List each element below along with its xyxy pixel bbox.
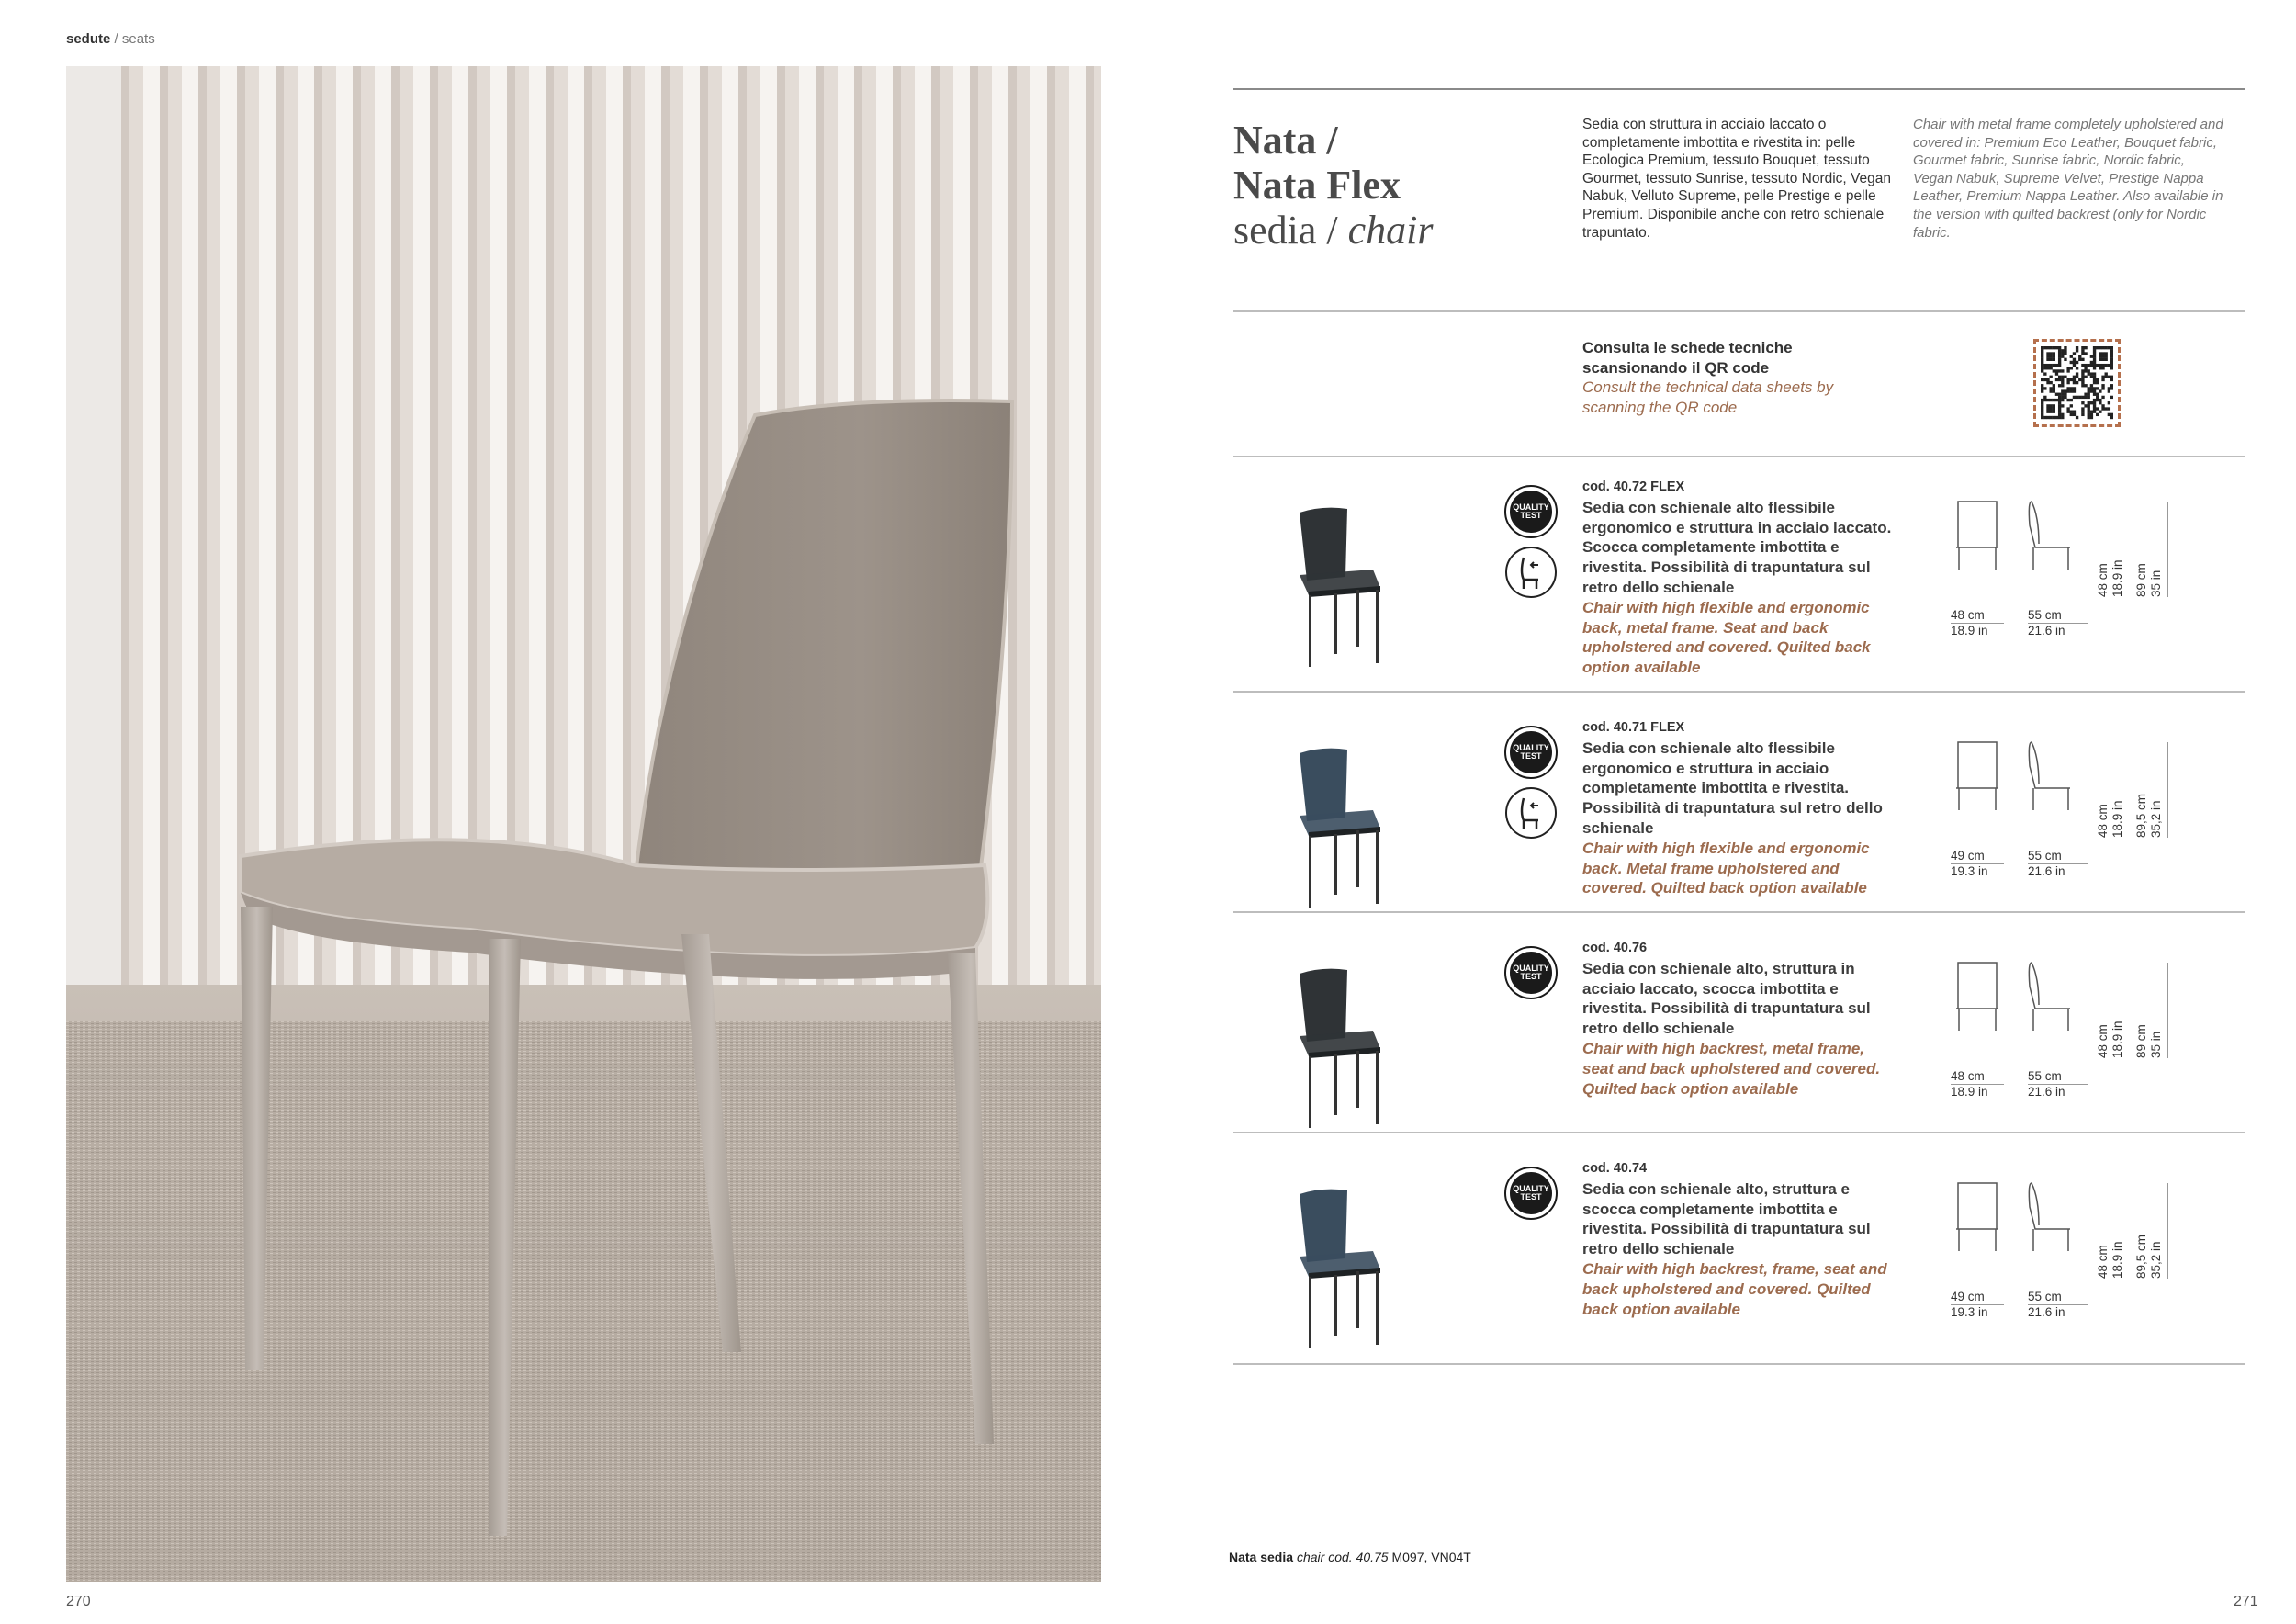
product-thumbnail [1281,1178,1391,1352]
title-type-en: chair [1347,208,1434,253]
product-title [1233,118,1434,253]
depth-dimension [2028,849,2088,879]
product-thumbnail [1281,496,1391,671]
product-divider [1233,911,2245,913]
width-dimension [1951,849,2004,879]
width-cm: 49 cm [1951,849,1985,863]
width-cm: 49 cm [1951,1290,1985,1303]
depth-in: 21.6 in [2028,1304,2088,1320]
seat-in: 18.9 in [2110,1241,2124,1279]
product-description [1582,1159,1895,1319]
qr-consult-text [1582,338,1858,417]
depth-cm: 55 cm [2028,608,2062,622]
badge-text: QUALITY TEST [1513,1184,1549,1201]
height-in: 35 in [2149,570,2163,597]
seat-height-dimension [2096,800,2125,838]
breadcrumb [66,31,155,47]
product-text-it: Sedia con schienale alto, struttura e scocca completamente imbottita e rivestita. Possibilità di trapuntatura sul retro dello schienale [1582,1179,1871,1258]
caption-finish: M097, VN04T [1391,1550,1471,1564]
seat-height-dimension [2096,1021,2125,1058]
flexible-back-icon [1505,547,1557,598]
page-number-left: 270 [66,1594,91,1609]
seat-cm: 48 cm [2096,563,2110,597]
height-in: 35,2 in [2149,800,2163,838]
width-in: 19.3 in [1951,1304,2004,1320]
seat-height-dimension [2096,1241,2125,1279]
section-it: sedute [66,31,111,47]
height-in: 35 in [2149,1031,2163,1058]
title-line-2: Nata Flex [1233,163,1401,208]
width-in: 18.9 in [1951,1084,2004,1100]
width-cm: 48 cm [1951,608,1985,622]
caption-type: chair [1296,1550,1325,1564]
badge-text: QUALITY TEST [1513,964,1549,981]
quality-test-badge-icon [1506,727,1556,777]
consult-en: Consult the technical data sheets by scanning the QR code [1582,378,1834,416]
quality-test-badge-icon [1506,487,1556,536]
product-divider [1233,1132,2245,1133]
product-code: cod. 40.71 FLEX [1582,720,1685,735]
total-height-dimension [2134,1024,2164,1058]
title-line-1: Nata / [1233,118,1338,163]
quality-test-badge-icon [1506,948,1556,998]
total-height-dimension [2134,1235,2164,1279]
top-divider [1233,88,2245,90]
main-chair-photo [66,66,1101,1582]
product-text-en: Chair with high flexible and ergonomic back. Metal frame upholstered and covered. Quilted back option available [1582,839,1870,897]
depth-cm: 55 cm [2028,849,2062,863]
depth-in: 21.6 in [2028,623,2088,638]
width-in: 19.3 in [1951,863,2004,879]
height-dimension-line [2167,1183,2168,1279]
seat-height-dimension [2096,559,2125,597]
height-in: 35,2 in [2149,1241,2163,1279]
caption-code: cod. 40.75 [1328,1550,1389,1564]
badge-text: QUALITY TEST [1513,502,1549,520]
qr-code[interactable] [2033,339,2121,427]
product-code: cod. 40.76 [1582,941,1648,955]
product-description [1582,478,1895,678]
height-cm: 89,5 cm [2134,793,2148,838]
product-text-en: Chair with high flexible and ergonomic back, metal frame. Seat and back upholstered and covered. Quilted back option available [1582,598,1871,677]
product-code: cod. 40.72 FLEX [1582,479,1685,494]
product-text-it: Sedia con schienale alto, struttura in acciaio laccato, scocca imbottita e rivestita. Possibilità di trapuntatura sul retro dello schienale [1582,959,1871,1038]
total-height-dimension [2134,794,2164,838]
depth-dimension [2028,1069,2088,1100]
consult-it: Consulta le schede tecniche scansionando il QR code [1582,339,1793,377]
depth-in: 21.6 in [2028,863,2088,879]
width-dimension [1951,608,2004,638]
quality-test-badge-icon [1506,1168,1556,1218]
divider-1 [1233,310,2245,312]
seat-cm: 48 cm [2096,1245,2110,1279]
qr-code-icon [2041,346,2113,420]
product-text-it: Sedia con schienale alto flessibile ergonomico e struttura in acciaio completamente imbottita e rivestita. Possibilità di trapuntatura sul retro dello schienale [1582,739,1883,837]
caption-name: Nata sedia [1229,1550,1294,1564]
badge-text: QUALITY TEST [1513,743,1549,761]
title-line-3 [1233,208,1434,253]
product-text-it: Sedia con schienale alto flessibile ergonomico e struttura in acciaio laccato. Scocca completamente imbottita e rivestita. Possibilità di trapuntatura sul retro dello schienale [1582,498,1892,596]
width-cm: 48 cm [1951,1069,1985,1083]
height-dimension-line [2167,963,2168,1058]
depth-dimension [2028,608,2088,638]
width-dimension [1951,1069,2004,1100]
width-in: 18.9 in [1951,623,2004,638]
height-cm: 89 cm [2134,563,2148,597]
description-it: Sedia con struttura in acciaio laccato o completamente imbottita e rivestita in: pelle Ecologica Premium, tessuto Bouquet, tessuto Gourmet, tessuto Sunrise, tessuto Nordic, Vegan Nabuk, Velluto Supreme, pelle Prestige e pelle Premium. Disponibile anche con retro schienale trapuntato. [1582,117,1892,241]
product-code: cod. 40.74 [1582,1161,1648,1176]
seat-in: 18.9 in [2110,800,2124,838]
height-cm: 89,5 cm [2134,1234,2148,1279]
divider-bottom [1233,1363,2245,1365]
divider-2 [1233,456,2245,457]
depth-in: 21.6 in [2028,1084,2088,1100]
seat-in: 18.9 in [2110,1021,2124,1058]
section-en: seats [121,31,155,47]
height-dimension-line [2167,502,2168,597]
product-thumbnail [1281,957,1391,1132]
seat-cm: 48 cm [2096,1024,2110,1058]
product-description [1582,939,1895,1099]
height-dimension-line [2167,742,2168,838]
depth-cm: 55 cm [2028,1290,2062,1303]
seat-in: 18.9 in [2110,559,2124,597]
total-height-dimension [2134,563,2164,597]
title-type-it: sedia / [1233,208,1338,253]
page-number-right: 271 [2234,1594,2258,1609]
depth-dimension [2028,1290,2088,1320]
description-en: Chair with metal frame completely upholstered and covered in: Premium Eco Leather, Bouquet fabric, Gourmet fabric, Sunrise fabric, Nordic fabric, Vegan Nabuk, Supreme Velvet, Prestige Nappa Leather, Premium Nappa Leather. Also available in the version with quilted backrest (only for Nordic fabric. [1913,117,2223,241]
product-thumbnail [1281,737,1391,911]
product-text-en: Chair with high backrest, metal frame, seat and back upholstered and covered. Quilted back option available [1582,1039,1881,1098]
photo-caption [1229,1550,1471,1564]
seat-cm: 48 cm [2096,804,2110,838]
flexible-back-icon [1505,787,1557,839]
depth-cm: 55 cm [2028,1069,2062,1083]
breadcrumb-separator: / [114,31,118,47]
product-description [1582,718,1895,898]
width-dimension [1951,1290,2004,1320]
product-text-en: Chair with high backrest, frame, seat and back upholstered and covered. Quilted back option available [1582,1259,1887,1318]
product-divider [1233,691,2245,693]
height-cm: 89 cm [2134,1024,2148,1058]
